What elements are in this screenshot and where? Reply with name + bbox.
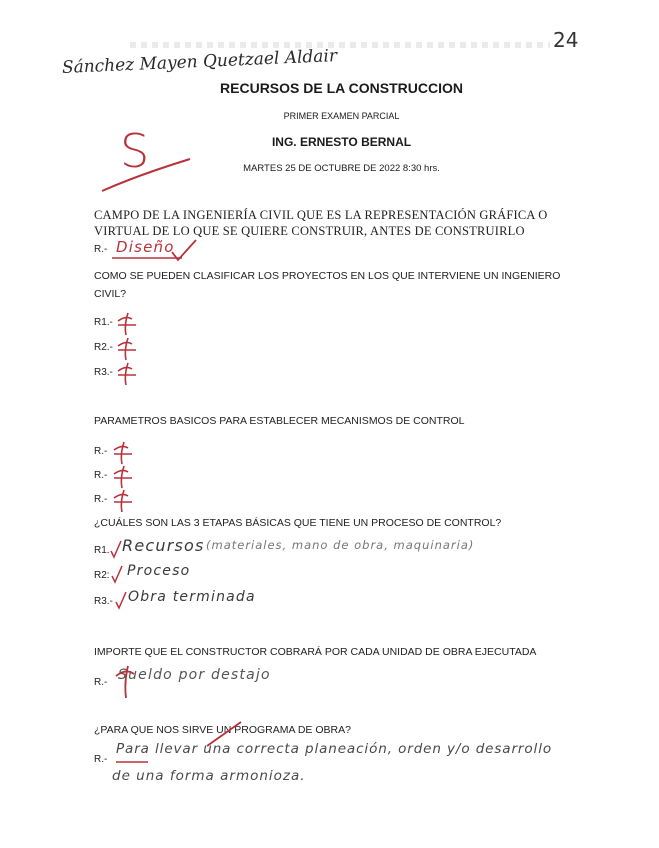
answer-4-3-value: Obra terminada — [128, 589, 256, 605]
document-title: RECURSOS DE LA CONSTRUCCION — [220, 80, 463, 96]
question-2-line-2: CIVIL? — [94, 288, 127, 300]
exam-name: PRIMER EXAMEN PARCIAL — [283, 111, 400, 121]
question-5: IMPORTE QUE EL CONSTRUCTOR COBRARÁ POR CADA UNIDAD DE OBRA EJECUTADA — [94, 646, 537, 658]
exam-date: MARTES 25 DE OCTUBRE DE 2022 8:30 hrs. — [243, 163, 440, 174]
grade-mark: S — [120, 124, 150, 178]
answer-1-value: Diseño — [116, 238, 175, 256]
answer-4-1-detail: (materiales, mano de obra, maquinaria) — [206, 538, 475, 552]
check-mark-icon — [109, 539, 123, 559]
question-1-line-1: CAMPO DE LA INGENIERÍA CIVIL QUE ES LA REPRESENTACIÓN GRÁFICA O — [94, 208, 548, 222]
answer-5-label: R.- — [94, 677, 108, 688]
grade-underline-stroke — [98, 155, 198, 195]
wrong-mark-icon — [110, 464, 136, 490]
answer-1-check-icon — [170, 238, 200, 262]
page-number: 24 — [553, 28, 579, 52]
answer-2-2-label: R2.- — [94, 342, 113, 353]
question-6: ¿PARA QUE NOS SIRVE UN PROGRAMA DE OBRA? — [94, 724, 351, 736]
answer-6-label: R.- — [94, 754, 108, 765]
wrong-mark-icon — [112, 664, 142, 700]
question-1-line-2: VIRTUAL DE LO QUE SE QUIERE CONSTRUIR, ANTES DE CONSTRUIRLO — [94, 224, 525, 238]
check-mark-icon — [114, 590, 128, 610]
answer-3-3-label: R.- — [94, 494, 108, 505]
student-name: Sánchez Mayen Quetzael Aldair — [61, 46, 338, 78]
faint-header-artifact — [130, 42, 550, 48]
wrong-mark-icon — [110, 440, 136, 466]
answer-2-1-label: R1.- — [94, 317, 113, 328]
teacher-name: ING. ERNESTO BERNAL — [271, 135, 412, 149]
question-2-line-1: COMO SE PUEDEN CLASIFICAR LOS PROYECTOS EN LOS QUE INTERVIENE UN INGENIERO — [94, 270, 561, 282]
answer-4-1-label: R1. — [94, 545, 110, 556]
answer-4-2-value: Proceso — [127, 563, 191, 579]
answer-5-value: Sueldo por destajo — [118, 667, 271, 683]
wrong-mark-icon — [114, 361, 140, 387]
answer-4-3-label: R3.- — [94, 596, 113, 607]
answer-6-value-line-1: Para llevar una correcta planeación, orden y/o desarrollo — [116, 741, 553, 757]
wrong-mark-icon — [110, 488, 136, 514]
check-mark-icon — [110, 564, 124, 584]
answer-3-1-label: R.- — [94, 446, 108, 457]
answer-6-value-line-2: de una forma armonioza. — [112, 768, 306, 784]
question-3: PARAMETROS BASICOS PARA ESTABLECER MECANISMOS DE CONTROL — [94, 415, 465, 427]
answer-4-1-value: Recursos — [122, 536, 205, 555]
wrong-mark-icon — [114, 311, 140, 337]
answer-1-label: R.- — [94, 244, 108, 255]
answer-6-underline — [116, 760, 152, 764]
answer-3-2-label: R.- — [94, 470, 108, 481]
answer-4-2-label: R2: — [94, 570, 110, 581]
wrong-mark-icon — [114, 336, 140, 362]
answer-2-3-label: R3.- — [94, 367, 113, 378]
question-4: ¿CUÁLES SON LAS 3 ETAPAS BÁSICAS QUE TIENE UN PROCESO DE CONTROL? — [94, 517, 502, 529]
